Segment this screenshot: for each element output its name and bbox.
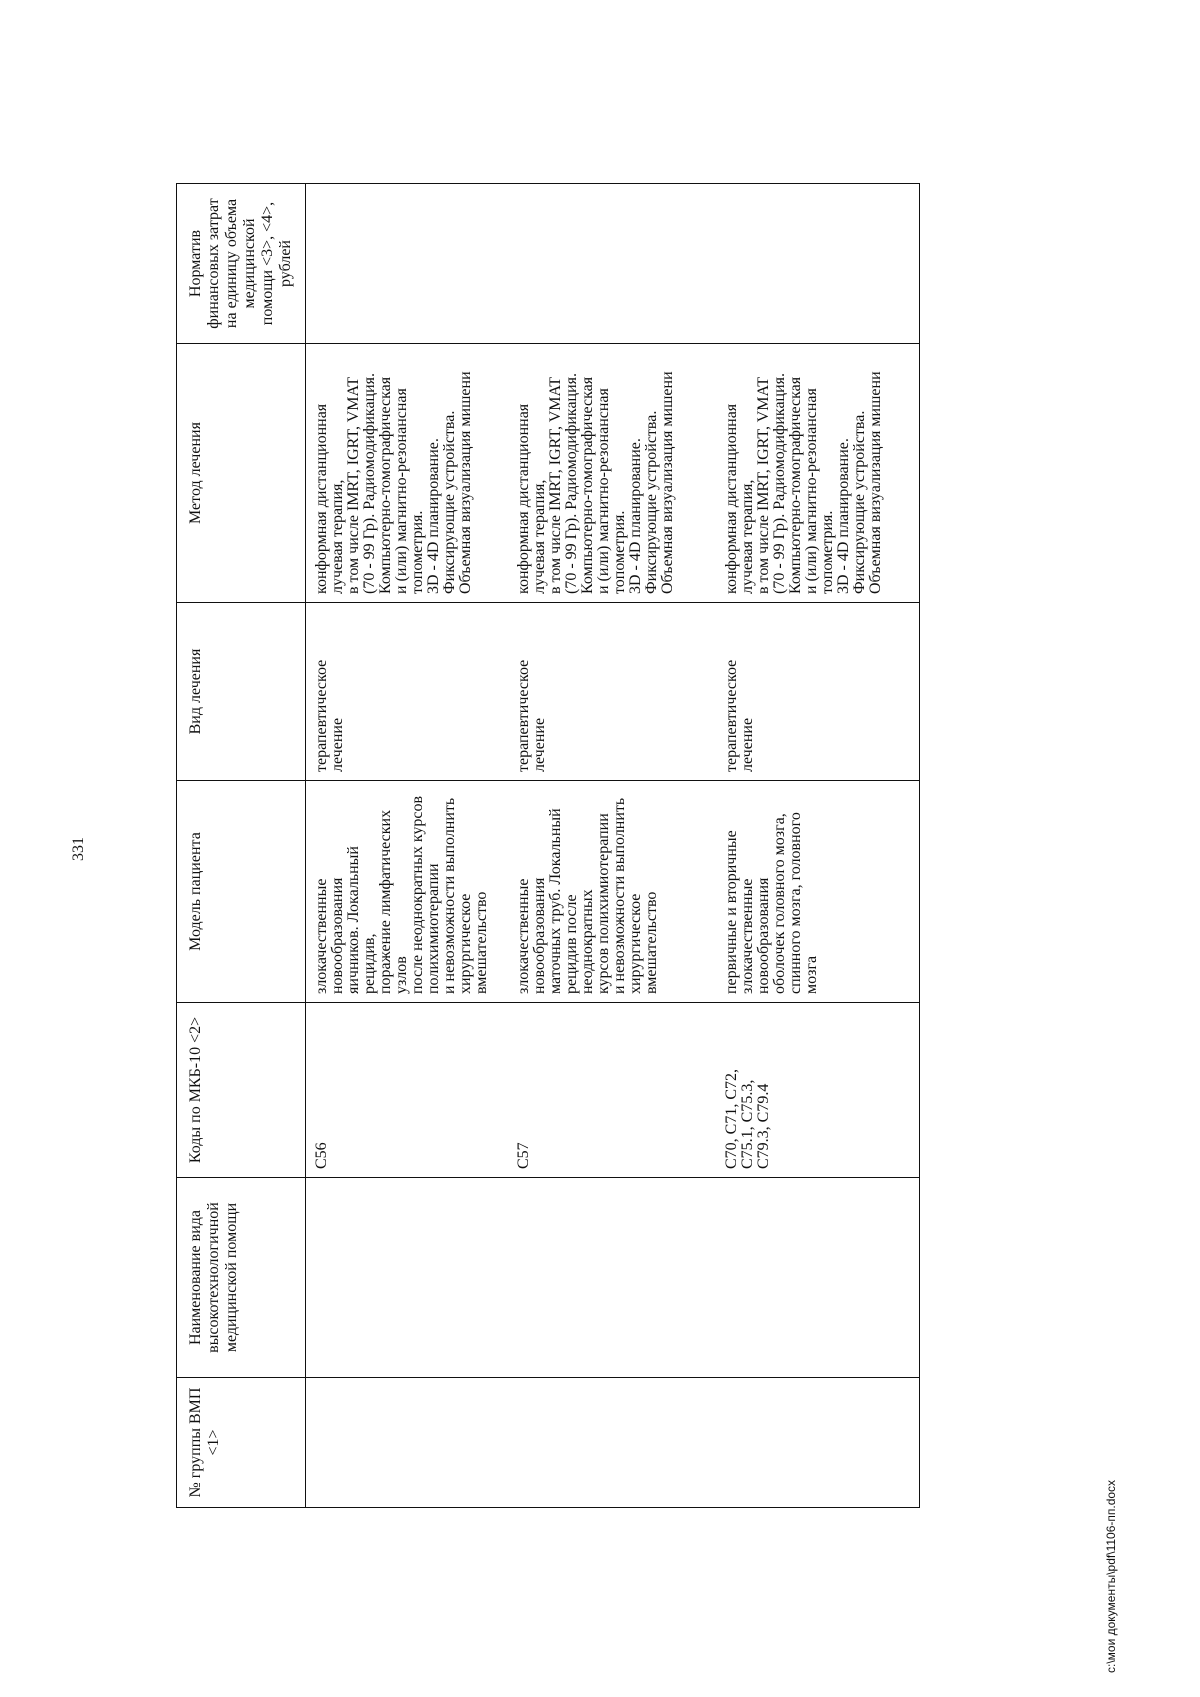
cell-codes: C56 — [306, 1003, 508, 1178]
cell-model: злокачественные новообразования яичников. Локальный рецидив, поражение лимфатических узлов после неоднократных курсов полихимиотерапии и невозможности выполнить хирургическое вмешательство — [306, 781, 508, 1003]
cell-codes: C57 — [508, 1003, 716, 1178]
cell-type: терапевтическое лечение — [508, 603, 716, 781]
header-group: № группы ВМП <1> — [177, 1378, 306, 1508]
cell-name — [716, 1178, 920, 1378]
header-model: Модель пациента — [177, 781, 306, 1003]
cell-norm — [306, 184, 508, 344]
cell-codes: C70, C71, C72, C75.1, C75.3, C79.3, C79.4 — [716, 1003, 920, 1178]
header-method: Метод лечения — [177, 344, 306, 603]
cell-method: конформная дистанционная лучевая терапия, в том числе IMRT, IGRT, VMAT (70 - 99 Гр). Радиомодификация. Компьютерно-томографическая и (или) магнитно-резонансная топометрия. 3D - 4D планирование. Фиксирующие устройства. Объемная визуализация мишени — [716, 344, 920, 603]
header-codes: Коды по МКБ-10 <2> — [177, 1003, 306, 1178]
page-number: 331 — [70, 837, 87, 861]
vmp-table — [176, 183, 920, 1508]
cell-model: первичные и вторичные злокачественные новообразования оболочек головного мозга, спинного мозга, головного мозга — [716, 781, 920, 1003]
cell-norm — [716, 184, 920, 344]
cell-type: терапевтическое лечение — [306, 603, 508, 781]
table-row — [306, 184, 508, 1508]
header-name: Наименование вида высокотехнологичной медицинской помощи — [177, 1178, 306, 1378]
footer-file-path: c:\мои документы\pdf\1106-пп.docx — [1104, 1479, 1118, 1673]
cell-name — [306, 1178, 508, 1378]
cell-type: терапевтическое лечение — [716, 603, 920, 781]
table-row — [508, 184, 716, 1508]
header-type: Вид лечения — [177, 603, 306, 781]
cell-model: злокачественные новообразования маточных труб. Локальный рецидив после неоднократных курсов полихимиотерапии и невозможности выполнить хирургическое вмешательство — [508, 781, 716, 1003]
cell-group — [508, 1378, 716, 1508]
cell-group — [306, 1378, 508, 1508]
cell-name — [508, 1178, 716, 1378]
table-row — [716, 184, 920, 1508]
cell-group — [716, 1378, 920, 1508]
cell-method: конформная дистанционная лучевая терапия, в том числе IMRT, IGRT, VMAT (70 - 99 Гр). Радиомодификация. Компьютерно-томографическая и (или) магнитно-резонансная топометрия. 3D - 4D планирование. Фиксирующие устройства. Объемная визуализация мишени — [306, 344, 508, 603]
header-norm: Норматив финансовых затрат на единицу объема медицинской помощи <3>, <4>, рублей — [177, 184, 306, 344]
cell-norm — [508, 184, 716, 344]
table-header-row — [177, 184, 306, 1508]
cell-method: конформная дистанционная лучевая терапия, в том числе IMRT, IGRT, VMAT (70 - 99 Гр). Радиомодификация. Компьютерно-томографическая и (или) магнитно-резонансная топометрия. 3D - 4D планирование. Фиксирующие устройства. Объемная визуализация мишени — [508, 344, 716, 603]
